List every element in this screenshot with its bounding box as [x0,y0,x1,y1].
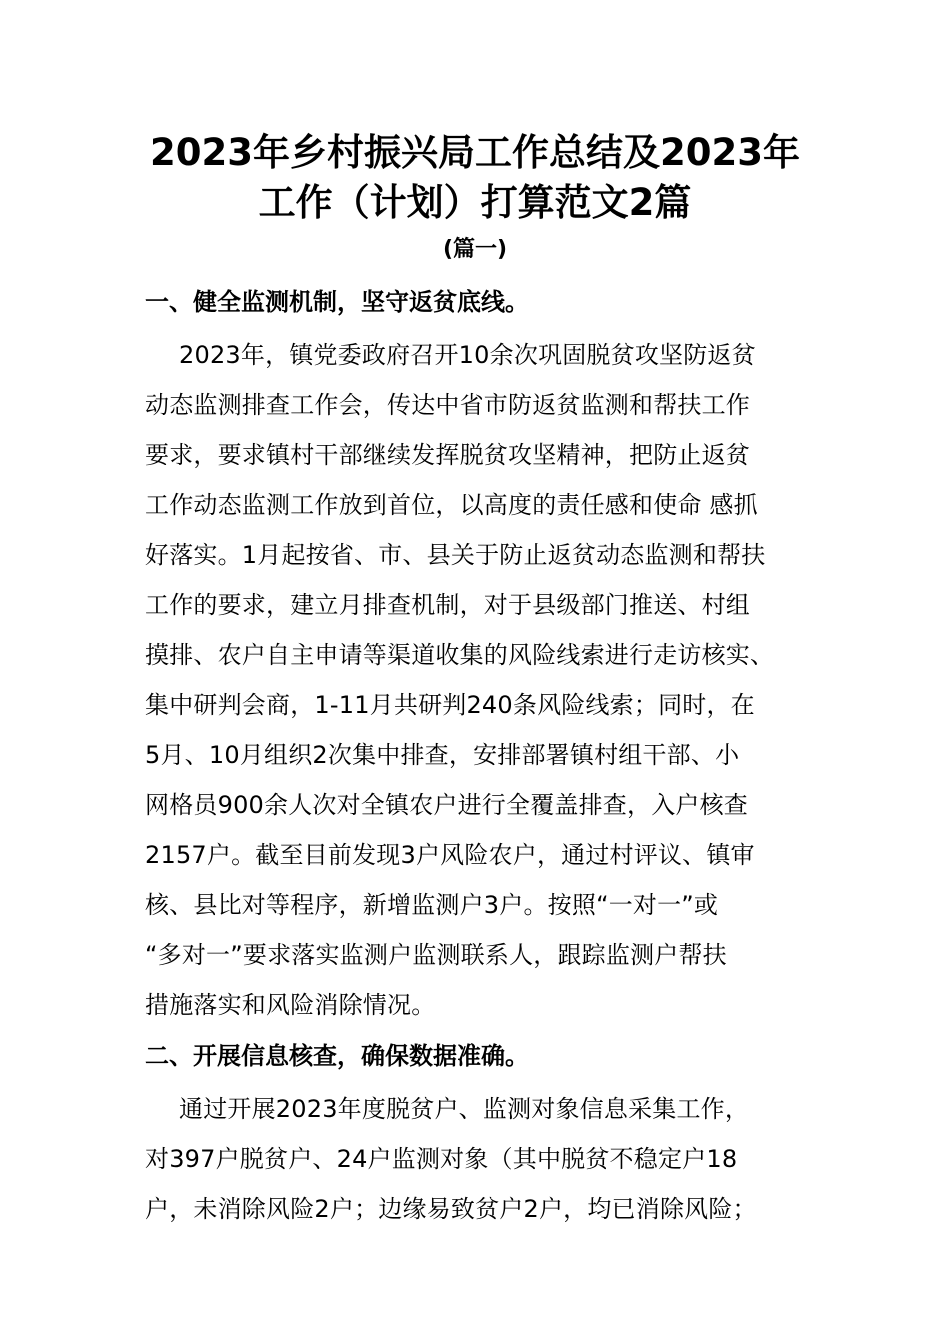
section-1-heading: 一、健全监测机制，坚守返贫底线。 [145,288,529,316]
paragraph-line: 好落实。1月起按省、市、县关于防止返贫动态监测和帮扶 [145,541,766,569]
paragraph-line: 要求，要求镇村干部继续发挥脱贫攻坚精神，把防止返贫 [145,441,750,469]
paragraph-line: “多对一”要求落实监测户监测联系人，跟踪监测户帮扶 [145,941,727,969]
document-subtitle: (篇一) [442,237,508,262]
paragraph-line: 措施落实和风险消除情况。 [145,991,436,1019]
document-title-line-2: 工作（计划）打算范文2篇 [258,181,692,224]
paragraph-line: 5月、10月组织2次集中排查，安排部署镇村组干部、小 [145,741,740,769]
paragraph-line: 网格员900余人次对全镇农户进行全覆盖排查，入户核查 [145,791,749,819]
section-1-paragraph [145,330,810,1030]
paragraph-line: 2157户。截至目前发现3户风险农户，通过村评议、镇审 [145,841,755,869]
section-2-paragraph [145,1084,810,1234]
paragraph-line: 户，未消除风险2户；边缘易致贫户2户，均已消除风险； [145,1195,757,1223]
paragraph-line: 集中研判会商，1-11月共研判240条风险线索；同时，在 [145,691,755,719]
paragraph-line: 2023年，镇党委政府召开10余次巩固脱贫攻坚防返贫 [179,341,756,369]
paragraph-line: 通过开展2023年度脱贫户、监测对象信息采集工作， [179,1095,750,1123]
paragraph-line: 摸排、农户自主申请等渠道收集的风险线索进行走访核实、 [145,641,775,669]
paragraph-line: 核、县比对等程序，新增监测户3户。按照“一对一”或 [145,891,719,919]
paragraph-line: 工作动态监测工作放到首位，以高度的责任感和使命 感抓 [145,491,758,519]
section-2-heading: 二、开展信息核查，确保数据准确。 [145,1042,529,1070]
paragraph-line: 工作的要求，建立月排查机制，对于县级部门推送、村组 [145,591,750,619]
document-title-line-1: 2023年乡村振兴局工作总结及2023年 [150,131,800,174]
document-body [145,280,810,1234]
paragraph-line: 对397户脱贫户、24户监测对象（其中脱贫不稳定户18 [145,1145,738,1173]
paragraph-line: 动态监测排查工作会，传达中省市防返贫监测和帮扶工作 [145,391,750,419]
